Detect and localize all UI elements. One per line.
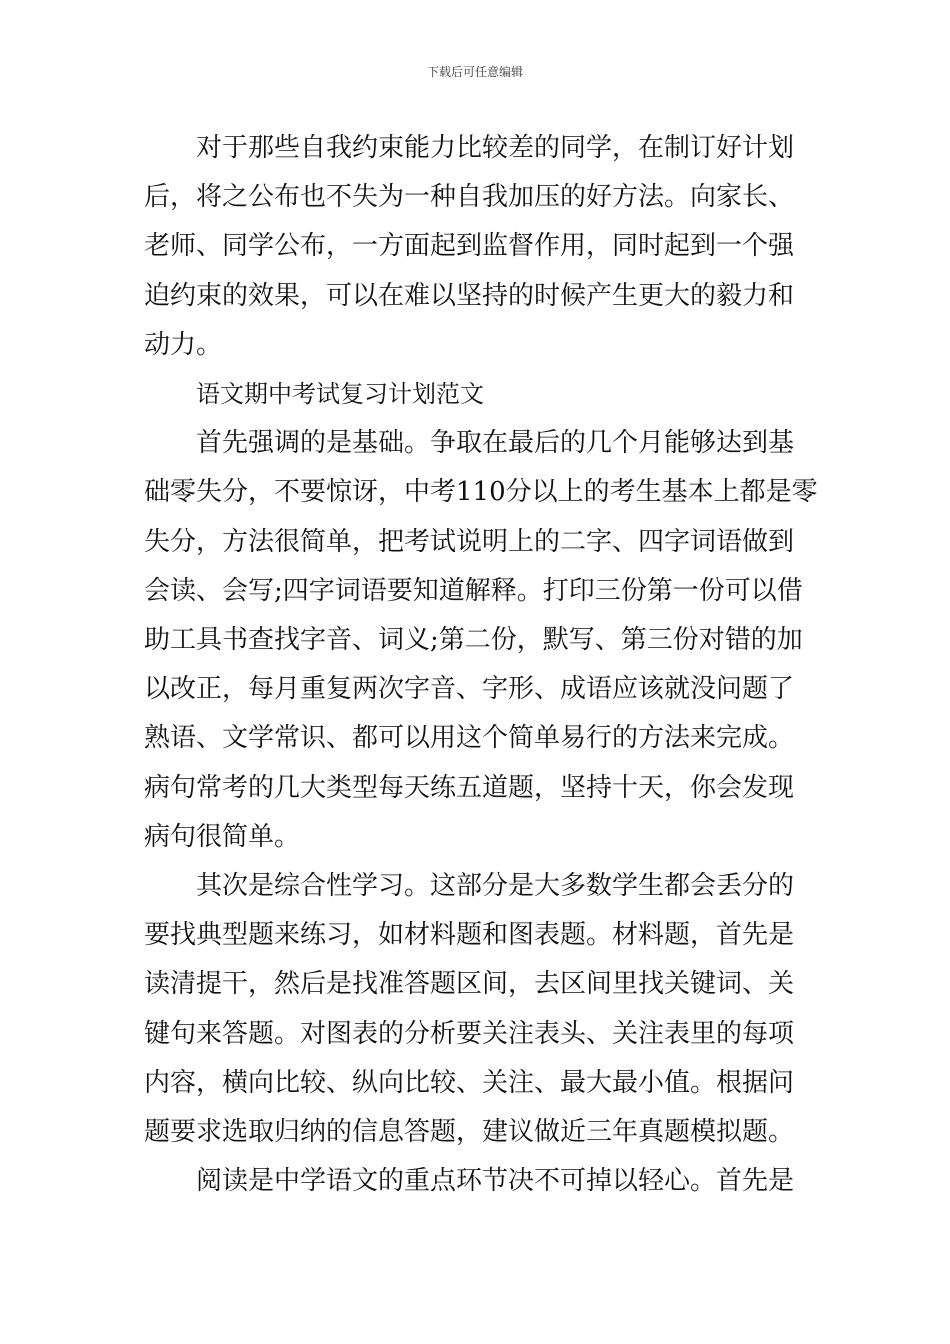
text-line: 失分，方法很简单，把考试说明上的二字、四字词语做到 [144, 526, 795, 557]
paragraph-public-commitment [144, 124, 808, 370]
text-line: 础零失分，不要惊讶，中考110分以上的考生基本上都是零 [144, 477, 818, 508]
page-header: 下载后可任意编辑 [426, 65, 523, 79]
text-line: 阅读是中学语文的重点环节决不可掉以轻心。首先是 [196, 1166, 795, 1197]
text-line: 熟语、文学常识、都可以用这个简单易行的方法来完成。 [144, 723, 795, 754]
text-line: 迫约束的效果，可以在难以坚持的时候产生更大的毅力和 [144, 280, 795, 311]
text-line: 以改正，每月重复两次字音、字形、成语应该就没问题了 [144, 674, 795, 705]
document-body [144, 124, 818, 1206]
text-line: 老师、同学公布，一方面起到监督作用，同时起到一个强 [144, 231, 795, 262]
text-line: 题要求选取归纳的信息答题，建议做近三年真题模拟题。 [144, 1117, 795, 1148]
text-line: 病句很简单。 [144, 821, 301, 852]
text-line: 动力。 [144, 329, 223, 360]
text-line: 内容，横向比较、纵向比较、关注、最大最小值。根据问 [144, 1067, 795, 1098]
paragraph-reading [144, 1157, 808, 1206]
text-line: 首先强调的是基础。争取在最后的几个月能够达到基 [196, 428, 795, 459]
text-line: 对于那些自我约束能力比较差的同学，在制订好计划 [196, 133, 795, 163]
section-heading-text: 语文期中考试复习计划范文 [196, 380, 484, 409]
text-line: 后，将之公布也不失为一种自我加压的好方法。向家长、 [144, 182, 795, 213]
text-line: 键句来答题。对图表的分析要关注表头、关注表里的每项 [144, 1018, 795, 1049]
text-line: 助工具书查找字音、词义;第二份，默写、第三份对错的加 [144, 625, 803, 656]
text-line: 读清提干，然后是找准答题区间，去区间里找关键词、关 [144, 969, 795, 1000]
text-line: 要找典型题来练习，如材料题和图表题。材料题，首先是 [144, 920, 795, 951]
section-heading [144, 370, 808, 419]
paragraph-basics [144, 419, 818, 862]
paragraph-comprehensive-study [144, 862, 808, 1157]
text-line: 其次是综合性学习。这部分是大多数学生都会丢分的 [196, 871, 795, 902]
text-line: 病句常考的几大类型每天练五道题，坚持十天，你会发现 [144, 772, 795, 803]
text-line: 会读、会写;四字词语要知道解释。打印三份第一份可以借 [144, 575, 803, 606]
